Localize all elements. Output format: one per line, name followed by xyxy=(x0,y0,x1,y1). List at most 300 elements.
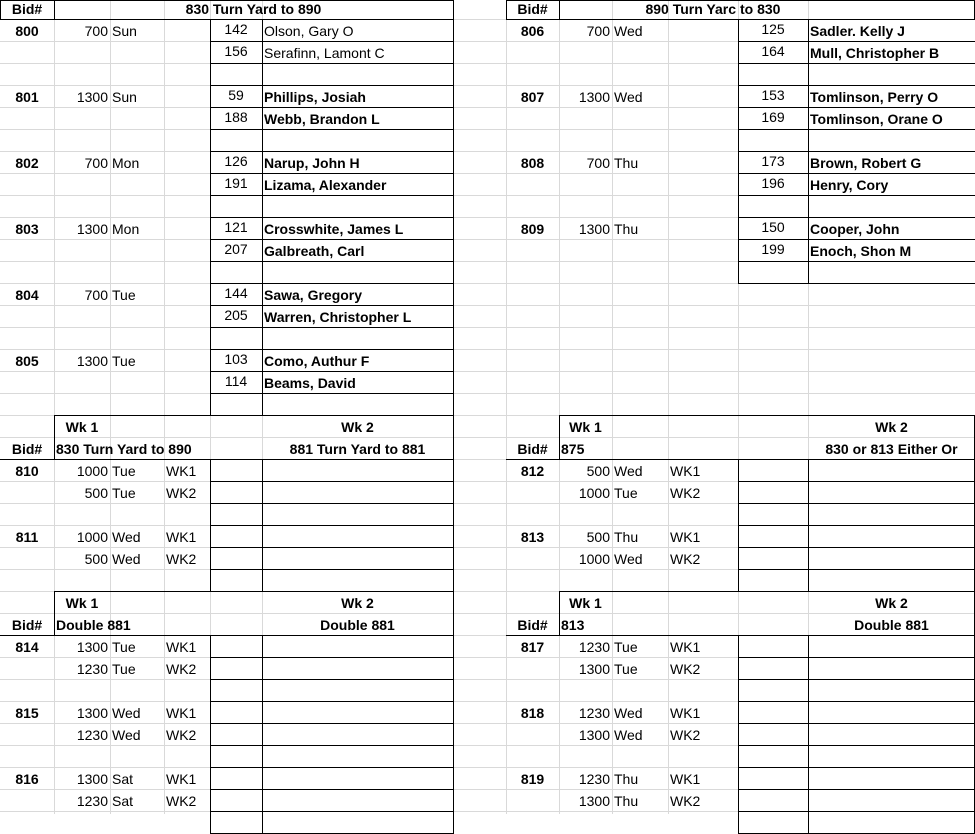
left-assign-divider xyxy=(262,217,263,284)
left-assign-box-top xyxy=(210,85,454,86)
gridline-v xyxy=(164,0,165,814)
employee-name[interactable]: Cooper, John xyxy=(810,221,900,237)
relief-time[interactable]: 1000 xyxy=(578,485,610,501)
left-relief-box-right xyxy=(453,459,454,526)
header-right-border-left xyxy=(506,0,507,20)
week1-label[interactable]: Wk 1 xyxy=(569,595,602,611)
relief-day[interactable]: Tue xyxy=(614,639,638,655)
left-relief-box-right xyxy=(453,767,454,834)
left-assign-row-line xyxy=(210,63,454,64)
left-relief-header-left xyxy=(54,415,55,460)
employee-name[interactable]: Sawa, Gregory xyxy=(264,287,363,303)
employee-name[interactable]: Como, Authur F xyxy=(264,353,370,369)
employee-name[interactable]: Sadler. Kelly J xyxy=(810,23,905,39)
left-assign-box-top xyxy=(210,283,454,284)
relief-week[interactable]: WK2 xyxy=(166,485,197,501)
left-assign-row-line xyxy=(210,107,454,108)
right-relief-box-left xyxy=(738,459,739,526)
employee-name[interactable]: Narup, John H xyxy=(264,155,360,171)
right-relief-row-line xyxy=(738,723,975,724)
bid-number[interactable]: 813 xyxy=(520,529,545,545)
right-relief-divider xyxy=(808,525,809,592)
relief-week[interactable]: WK1 xyxy=(670,639,701,655)
employee-name[interactable]: Phillips, Josiah xyxy=(264,89,366,105)
right-assign-box-left xyxy=(738,217,739,284)
header-left-border-right xyxy=(453,0,454,20)
left-relief-box-right xyxy=(453,701,454,768)
left-assign-row-line xyxy=(210,129,454,130)
gridline-v xyxy=(54,0,55,814)
right-relief-box-top xyxy=(738,701,975,702)
bid-number[interactable]: 800 xyxy=(15,23,39,39)
header-route-left[interactable]: 830 Turn Yard to 890 xyxy=(185,1,322,17)
right-assign-row-line xyxy=(738,261,975,262)
right-relief-row-line xyxy=(738,789,975,790)
employee-number[interactable]: 121 xyxy=(224,219,248,235)
bid-header[interactable]: Bid# xyxy=(11,617,43,633)
left-assign-box-right xyxy=(453,349,454,416)
bid-number[interactable]: 812 xyxy=(520,463,545,479)
left-assign-box-top xyxy=(210,151,454,152)
left-assign-box-right xyxy=(453,217,454,284)
right-assign-row-line xyxy=(738,107,975,108)
employee-name[interactable]: Mull, Christopher B xyxy=(810,45,940,61)
left-assign-row-line xyxy=(210,41,454,42)
right-assign-divider xyxy=(808,19,809,86)
bid-header[interactable]: Bid# xyxy=(517,441,548,457)
header-route-right-b[interactable]: to 830 xyxy=(740,1,781,17)
bid-number[interactable]: 814 xyxy=(15,639,39,655)
left-assign-box-right xyxy=(453,19,454,86)
left-relief-header-left xyxy=(54,591,55,636)
left-assign-row-line xyxy=(210,195,454,196)
left-assign-row-line xyxy=(210,371,454,372)
right-relief-box-left xyxy=(738,701,739,768)
left-relief-header-top xyxy=(54,415,454,416)
left-assign-box-top xyxy=(210,217,454,218)
employee-number[interactable]: 125 xyxy=(761,21,785,37)
left-assign-box-left xyxy=(210,151,211,218)
relief-time[interactable]: 1300 xyxy=(578,727,610,743)
relief-time[interactable]: 1230 xyxy=(578,771,610,787)
right-relief-header-top xyxy=(559,415,975,416)
relief-time[interactable]: 1000 xyxy=(76,529,108,545)
right-relief-row-line xyxy=(738,811,975,812)
week2-route[interactable]: Double 881 xyxy=(320,617,395,633)
week2-route[interactable]: 830 or 813 Either Or xyxy=(825,441,958,457)
right-assign-row-line xyxy=(738,129,975,130)
bid-header[interactable]: Bid# xyxy=(11,441,43,457)
left-assign-divider xyxy=(262,349,263,416)
gridline-h xyxy=(0,327,975,328)
bid-number[interactable]: 805 xyxy=(15,353,39,369)
week2-route[interactable]: Double 881 xyxy=(854,617,929,633)
left-assign-row-line xyxy=(210,327,454,328)
left-relief-box-top xyxy=(210,459,454,460)
start-time[interactable]: 700 xyxy=(84,23,108,39)
left-relief-box-top xyxy=(210,635,454,636)
relief-time[interactable]: 500 xyxy=(84,485,108,501)
left-relief-header-top xyxy=(54,591,454,592)
right-relief-divider xyxy=(808,635,809,702)
employee-name[interactable]: Warren, Christopher L xyxy=(264,309,412,325)
right-assign-box-left xyxy=(738,85,739,152)
right-relief-box-left xyxy=(738,635,739,702)
relief-time[interactable]: 1000 xyxy=(76,463,108,479)
employee-name[interactable]: Beams, David xyxy=(264,375,356,391)
right-relief-header-left xyxy=(559,591,560,636)
relief-day[interactable]: Wed xyxy=(112,551,141,567)
bid-header[interactable]: Bid# xyxy=(517,617,548,633)
relief-week[interactable]: WK2 xyxy=(670,727,701,743)
employee-name[interactable]: Tomlinson, Orane O xyxy=(810,111,943,127)
bid-number[interactable]: 809 xyxy=(520,221,545,237)
left-assign-row-line xyxy=(210,173,454,174)
relief-day[interactable]: Wed xyxy=(614,727,643,743)
left-assign-box-top xyxy=(210,19,454,20)
right-relief-box-top xyxy=(738,635,975,636)
right-assign-divider xyxy=(808,217,809,284)
employee-number[interactable]: 144 xyxy=(224,285,248,301)
relief-day[interactable]: Wed xyxy=(112,727,141,743)
right-relief-divider xyxy=(808,767,809,834)
left-relief-box-left xyxy=(210,635,211,702)
relief-day[interactable]: Wed xyxy=(614,705,643,721)
left-assign-box-top xyxy=(210,349,454,350)
left-relief-box-right xyxy=(453,525,454,592)
start-day[interactable]: Sun xyxy=(112,89,137,105)
bid-number[interactable]: 817 xyxy=(520,639,545,655)
relief-week[interactable]: WK2 xyxy=(166,551,197,567)
bid-number[interactable]: 815 xyxy=(15,705,39,721)
right-relief-box-left xyxy=(738,767,739,834)
relief-time[interactable]: 1230 xyxy=(578,639,610,655)
week1-route[interactable]: 875 xyxy=(561,441,585,457)
left-relief-row-line xyxy=(210,745,454,746)
relief-week[interactable]: WK1 xyxy=(166,529,197,545)
relief-week[interactable]: WK2 xyxy=(166,793,197,809)
left-assign-divider xyxy=(262,151,263,218)
employee-name[interactable]: Crosswhite, James L xyxy=(264,221,404,237)
week1-label[interactable]: Wk 1 xyxy=(65,595,99,611)
relief-time[interactable]: 1000 xyxy=(578,551,610,567)
employee-name[interactable]: Webb, Brandon L xyxy=(264,111,380,127)
left-assign-row-line xyxy=(210,305,454,306)
week1-route[interactable]: 813 xyxy=(561,617,585,633)
employee-name[interactable]: Brown, Robert G xyxy=(810,155,922,171)
relief-time[interactable]: 1300 xyxy=(578,661,610,677)
employee-number[interactable]: 142 xyxy=(224,21,248,37)
header-right-border-top xyxy=(506,0,975,1)
left-assign-box-left xyxy=(210,349,211,416)
bid-number[interactable]: 806 xyxy=(520,23,545,39)
left-relief-box-left xyxy=(210,525,211,592)
bid-number[interactable]: 818 xyxy=(520,705,545,721)
relief-time[interactable]: 1300 xyxy=(76,771,108,787)
relief-time[interactable]: 1230 xyxy=(76,793,108,809)
employee-name[interactable]: Tomlinson, Perry O xyxy=(810,89,939,105)
relief-week[interactable]: WK2 xyxy=(670,661,701,677)
employee-number[interactable]: 205 xyxy=(224,307,248,323)
relief-time[interactable]: 500 xyxy=(84,551,108,567)
employee-number[interactable]: 156 xyxy=(224,43,248,59)
right-assign-row-line xyxy=(738,173,975,174)
right-assign-row-line xyxy=(738,63,975,64)
right-relief-row-line xyxy=(738,503,975,504)
right-relief-header-top xyxy=(559,591,975,592)
relief-week[interactable]: WK1 xyxy=(166,705,197,721)
start-time[interactable]: 700 xyxy=(586,155,610,171)
relief-week[interactable]: WK2 xyxy=(166,661,197,677)
bid-number[interactable]: 802 xyxy=(15,155,39,171)
right-assign-box-left xyxy=(738,19,739,86)
left-relief-divider xyxy=(262,767,263,834)
right-relief-row-line xyxy=(738,745,975,746)
right-relief-divider xyxy=(808,459,809,526)
left-relief-divider xyxy=(262,635,263,702)
left-relief-row-line xyxy=(210,789,454,790)
left-relief-divider xyxy=(262,459,263,526)
relief-day[interactable]: Tue xyxy=(112,639,136,655)
gridline-v xyxy=(506,0,507,814)
gridline-v xyxy=(559,0,560,814)
left-assign-box-right xyxy=(453,283,454,350)
header-right-divider xyxy=(559,0,560,20)
start-time[interactable]: 700 xyxy=(586,23,610,39)
relief-time[interactable]: 1300 xyxy=(76,639,108,655)
header-left-border-top xyxy=(0,0,454,1)
left-relief-row-line xyxy=(210,503,454,504)
relief-day[interactable]: Wed xyxy=(614,551,643,567)
bid-number[interactable]: 807 xyxy=(520,89,545,105)
left-relief-row-line xyxy=(210,481,454,482)
header-route-right-a[interactable]: 890 Turn Yarc xyxy=(645,1,736,17)
left-assign-divider xyxy=(262,85,263,152)
start-day[interactable]: Thu xyxy=(614,221,639,237)
employee-number[interactable]: 191 xyxy=(224,175,248,191)
relief-day[interactable]: Sat xyxy=(112,771,134,787)
relief-time[interactable]: 500 xyxy=(586,529,610,545)
week2-label[interactable]: Wk 2 xyxy=(341,419,374,435)
left-relief-box-right xyxy=(453,635,454,702)
week2-label[interactable]: Wk 2 xyxy=(341,595,374,611)
left-assign-divider xyxy=(262,283,263,350)
relief-time[interactable]: 1230 xyxy=(76,661,108,677)
start-day[interactable]: Tue xyxy=(112,353,136,369)
start-time[interactable]: 700 xyxy=(84,155,108,171)
bid-number[interactable]: 819 xyxy=(520,771,545,787)
start-time[interactable]: 1300 xyxy=(76,353,108,369)
employee-number[interactable]: 150 xyxy=(761,219,785,235)
relief-week[interactable]: WK1 xyxy=(166,639,197,655)
start-time[interactable]: 1300 xyxy=(578,221,610,237)
bid-number[interactable]: 804 xyxy=(15,287,39,303)
relief-week[interactable]: WK2 xyxy=(670,793,701,809)
right-assign-divider xyxy=(808,85,809,152)
gridline-v xyxy=(110,0,111,814)
relief-time[interactable]: 1300 xyxy=(578,793,610,809)
start-time[interactable]: 1300 xyxy=(578,89,610,105)
employee-name[interactable]: Henry, Cory xyxy=(810,177,889,193)
relief-day[interactable]: Thu xyxy=(614,771,639,787)
left-assign-divider xyxy=(262,19,263,86)
week1-label[interactable]: Wk 1 xyxy=(569,419,602,435)
bid-number[interactable]: 816 xyxy=(15,771,39,787)
relief-day[interactable]: Tue xyxy=(112,463,136,479)
left-assign-box-right xyxy=(453,85,454,152)
right-relief-box-top xyxy=(738,525,975,526)
bid-number[interactable]: 810 xyxy=(15,463,39,479)
right-assign-box-bottom xyxy=(738,283,975,284)
right-assign-box-top xyxy=(738,151,975,152)
relief-day[interactable]: Tue xyxy=(112,661,136,677)
employee-number[interactable]: 153 xyxy=(761,87,785,103)
left-relief-header-right xyxy=(453,591,454,636)
employee-name[interactable]: Enoch, Shon M xyxy=(810,243,912,259)
right-relief-row-line xyxy=(738,547,975,548)
relief-day[interactable]: Tue xyxy=(614,661,638,677)
employee-number[interactable]: 114 xyxy=(224,373,248,389)
relief-week[interactable]: WK2 xyxy=(166,727,197,743)
relief-time[interactable]: 1230 xyxy=(578,705,610,721)
left-assign-box-left xyxy=(210,283,211,350)
left-assign-row-line xyxy=(210,393,454,394)
relief-week[interactable]: WK1 xyxy=(670,705,701,721)
employee-number[interactable]: 188 xyxy=(224,109,248,125)
header-left-divider xyxy=(54,0,55,20)
left-relief-divider xyxy=(262,701,263,768)
start-day[interactable]: Sun xyxy=(112,23,137,39)
left-assign-row-line xyxy=(210,239,454,240)
left-relief-box-top xyxy=(210,767,454,768)
gridline-v xyxy=(668,0,669,814)
right-relief-box-top xyxy=(738,767,975,768)
relief-week[interactable]: WK2 xyxy=(670,551,701,567)
left-assign-box-right xyxy=(453,151,454,218)
left-relief-box-top xyxy=(210,525,454,526)
employee-name[interactable]: Serafinn, Lamont C xyxy=(264,45,385,61)
employee-number[interactable]: 207 xyxy=(224,241,248,257)
left-relief-box-left xyxy=(210,701,211,768)
right-relief-row-line xyxy=(738,679,975,680)
right-relief-row-line xyxy=(738,569,975,570)
header-bid-left[interactable]: Bid# xyxy=(11,1,43,17)
left-relief-header-right xyxy=(453,415,454,460)
relief-day[interactable]: Sat xyxy=(112,793,134,809)
employee-number[interactable]: 173 xyxy=(761,153,785,169)
bid-number[interactable]: 803 xyxy=(15,221,39,237)
relief-day[interactable]: Wed xyxy=(112,529,141,545)
header-bid-right[interactable]: Bid# xyxy=(517,1,548,17)
relief-week[interactable]: WK1 xyxy=(670,771,701,787)
gridline-v xyxy=(612,0,613,814)
right-relief-divider xyxy=(808,701,809,768)
employee-number[interactable]: 169 xyxy=(761,109,785,125)
employee-number[interactable]: 199 xyxy=(761,241,785,257)
relief-day[interactable]: Thu xyxy=(614,793,639,809)
relief-day[interactable]: Tue xyxy=(614,485,638,501)
left-relief-row-line xyxy=(210,569,454,570)
right-relief-box-left xyxy=(738,525,739,592)
right-assign-box-top xyxy=(738,19,975,20)
start-time[interactable]: 1300 xyxy=(76,221,108,237)
week2-label[interactable]: Wk 2 xyxy=(875,419,908,435)
header-left-border-left xyxy=(0,0,1,20)
right-relief-row-line xyxy=(738,657,975,658)
week2-label[interactable]: Wk 2 xyxy=(875,595,908,611)
right-assign-box-top xyxy=(738,85,975,86)
week1-route[interactable]: 830 Turn Yard to 890 xyxy=(56,441,192,457)
start-time[interactable]: 700 xyxy=(84,287,108,303)
left-relief-divider xyxy=(262,525,263,592)
relief-day[interactable]: Tue xyxy=(112,485,136,501)
right-assign-row-line xyxy=(738,41,975,42)
gridline-h xyxy=(0,393,975,394)
relief-day[interactable]: Wed xyxy=(112,705,141,721)
left-assign-box-left xyxy=(210,19,211,86)
employee-number[interactable]: 59 xyxy=(228,87,244,103)
relief-time[interactable]: 1230 xyxy=(76,727,108,743)
left-relief-row-line xyxy=(210,811,454,812)
relief-day[interactable]: Thu xyxy=(614,529,639,545)
left-relief-row-line xyxy=(210,679,454,680)
week1-label[interactable]: Wk 1 xyxy=(65,419,99,435)
start-day[interactable]: Mon xyxy=(112,221,140,237)
relief-time[interactable]: 1300 xyxy=(76,705,108,721)
left-relief-row-line xyxy=(210,723,454,724)
right-assign-divider xyxy=(808,151,809,218)
right-assign-row-line xyxy=(738,195,975,196)
employee-name[interactable]: Lizama, Alexander xyxy=(264,177,387,193)
bid-number[interactable]: 801 xyxy=(15,89,39,105)
relief-week[interactable]: WK1 xyxy=(166,463,197,479)
relief-week[interactable]: WK1 xyxy=(670,463,701,479)
bid-number[interactable]: 811 xyxy=(15,529,39,545)
start-day[interactable]: Thu xyxy=(614,155,639,171)
left-relief-box-left xyxy=(210,459,211,526)
right-assign-box-top xyxy=(738,217,975,218)
left-relief-row-line xyxy=(210,657,454,658)
week1-route[interactable]: Double 881 xyxy=(56,617,131,633)
week2-route[interactable]: 881 Turn Yard to 881 xyxy=(289,441,426,457)
right-relief-row-line xyxy=(738,481,975,482)
relief-day[interactable]: Wed xyxy=(614,463,643,479)
left-assign-box-left xyxy=(210,217,211,284)
relief-week[interactable]: WK1 xyxy=(166,771,197,787)
employee-number[interactable]: 196 xyxy=(761,175,785,191)
employee-name[interactable]: Galbreath, Carl xyxy=(264,243,365,259)
left-relief-box-left xyxy=(210,767,211,834)
start-day[interactable]: Mon xyxy=(112,155,140,171)
bid-number[interactable]: 808 xyxy=(520,155,545,171)
relief-time[interactable]: 500 xyxy=(586,463,610,479)
employee-name[interactable]: Olson, Gary O xyxy=(264,23,354,39)
right-assign-row-line xyxy=(738,239,975,240)
left-relief-row-line xyxy=(210,547,454,548)
employee-number[interactable]: 126 xyxy=(224,153,248,169)
employee-number[interactable]: 164 xyxy=(761,43,785,59)
right-assign-box-left xyxy=(738,151,739,218)
start-time[interactable]: 1300 xyxy=(76,89,108,105)
left-assign-box-left xyxy=(210,85,211,152)
start-day[interactable]: Wed xyxy=(614,23,643,39)
left-relief-box-top xyxy=(210,701,454,702)
relief-week[interactable]: WK1 xyxy=(670,529,701,545)
employee-number[interactable]: 103 xyxy=(224,351,248,367)
start-day[interactable]: Tue xyxy=(112,287,136,303)
start-day[interactable]: Wed xyxy=(614,89,643,105)
relief-week[interactable]: WK2 xyxy=(670,485,701,501)
